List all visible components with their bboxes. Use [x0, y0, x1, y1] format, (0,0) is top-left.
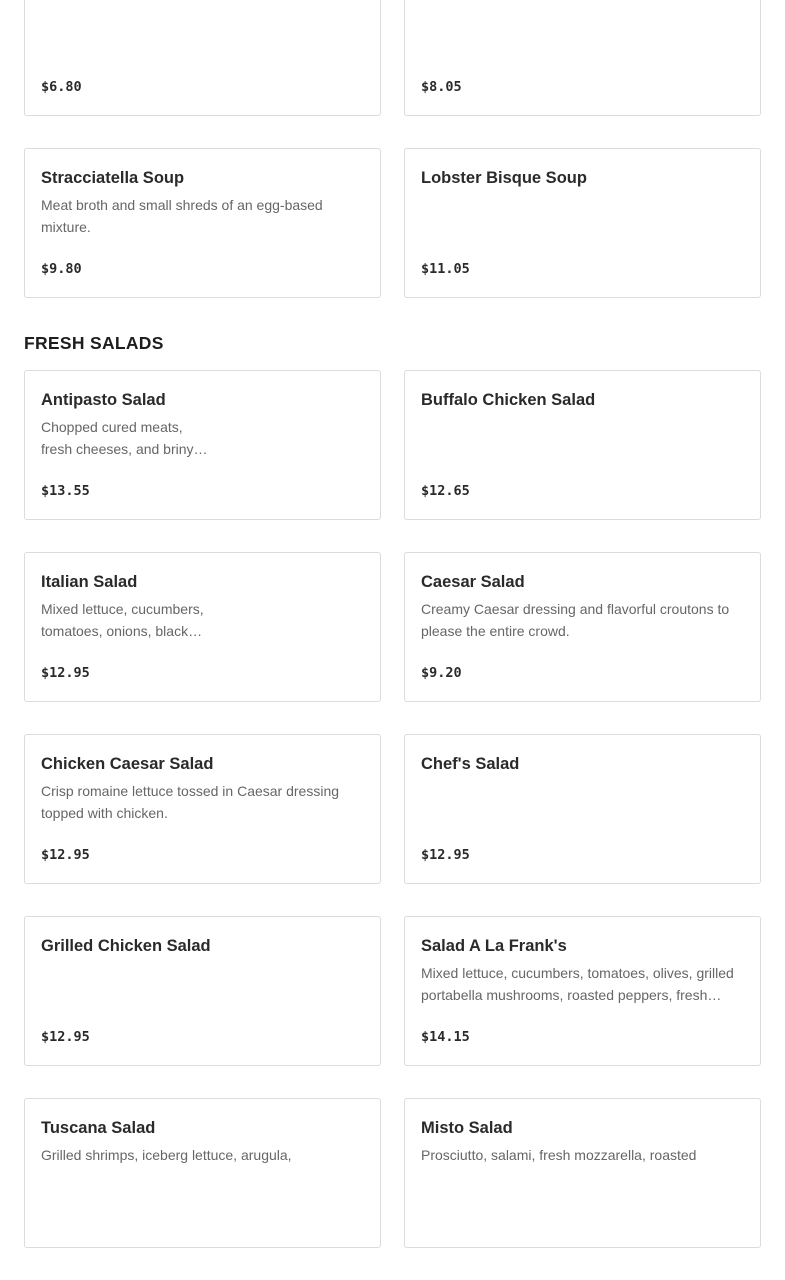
menu-item-card[interactable]: [404, 734, 761, 884]
item-price: $14.15: [421, 1029, 470, 1045]
menu-page: [24, 0, 761, 1280]
item-price: $12.65: [421, 483, 470, 499]
item-price: $9.80: [41, 261, 82, 277]
item-name: Chef's Salad: [421, 755, 520, 773]
item-name: Chicken Caesar Salad: [41, 755, 214, 773]
item-price: $6.80: [41, 79, 82, 95]
item-description: Mixed lettuce, cucumbers, tomatoes, olives, grilled portabella mushrooms, roasted peppers, fresh…: [421, 965, 734, 1003]
menu-item-card[interactable]: [404, 916, 761, 1066]
item-description: [41, 962, 364, 1006]
item-name: Misto Salad: [421, 1119, 513, 1137]
item-price: $12.95: [41, 847, 90, 863]
menu-item-card[interactable]: [404, 370, 761, 520]
item-description: Crisp romaine lettuce tossed in Caesar dressing topped with chicken.: [41, 783, 340, 821]
item-description: Chopped cured meats, fresh cheeses, and briny…: [41, 419, 208, 457]
menu-item-card[interactable]: [404, 148, 761, 298]
item-description: [41, 0, 364, 34]
menu-item-card[interactable]: [24, 552, 381, 702]
item-description: [421, 194, 744, 238]
item-name: Buffalo Chicken Salad: [421, 391, 596, 409]
item-description: Meat broth and small shreds of an egg-based mixture.: [41, 197, 323, 235]
item-price: $8.05: [421, 79, 462, 95]
item-name: Antipasto Salad: [41, 391, 166, 409]
item-name: Tuscana Salad: [41, 1119, 156, 1137]
menu-item-card[interactable]: [24, 0, 381, 116]
soup-items-grid: [24, 0, 761, 330]
salad-items-grid: [24, 370, 761, 1280]
item-name: Stracciatella Soup: [41, 169, 185, 187]
menu-item-card[interactable]: [404, 0, 761, 116]
item-name: Caesar Salad: [421, 573, 525, 591]
item-description: Grilled shrimps, iceberg lettuce, arugula,: [41, 1147, 292, 1163]
item-description: [421, 0, 744, 34]
item-description: [421, 780, 744, 824]
menu-item-card[interactable]: [24, 916, 381, 1066]
item-price: $13.55: [41, 483, 90, 499]
item-name: Italian Salad: [41, 573, 138, 591]
menu-item-card[interactable]: [24, 1098, 381, 1248]
menu-item-card[interactable]: [24, 734, 381, 884]
menu-item-card[interactable]: [24, 148, 381, 298]
item-name: Salad A La Frank's: [421, 937, 567, 955]
item-description: Prosciutto, salami, fresh mozzarella, roasted: [421, 1147, 697, 1163]
menu-item-card[interactable]: [404, 1098, 761, 1248]
item-price: $12.95: [421, 847, 470, 863]
menu-item-card[interactable]: [404, 552, 761, 702]
item-price: $12.95: [41, 1029, 90, 1045]
item-description: [421, 416, 744, 460]
item-description: Mixed lettuce, cucumbers, tomatoes, onions, black…: [41, 601, 204, 639]
item-name: Lobster Bisque Soup: [421, 169, 587, 187]
menu-item-card[interactable]: [24, 370, 381, 520]
section-heading-fresh-salads: FRESH SALADS: [24, 333, 164, 353]
item-price: $9.20: [421, 665, 462, 681]
item-description: Creamy Caesar dressing and flavorful croutons to please the entire crowd.: [421, 601, 730, 639]
item-price: $11.05: [421, 261, 470, 277]
item-name: Grilled Chicken Salad: [41, 937, 211, 955]
item-price: $12.95: [41, 665, 90, 681]
